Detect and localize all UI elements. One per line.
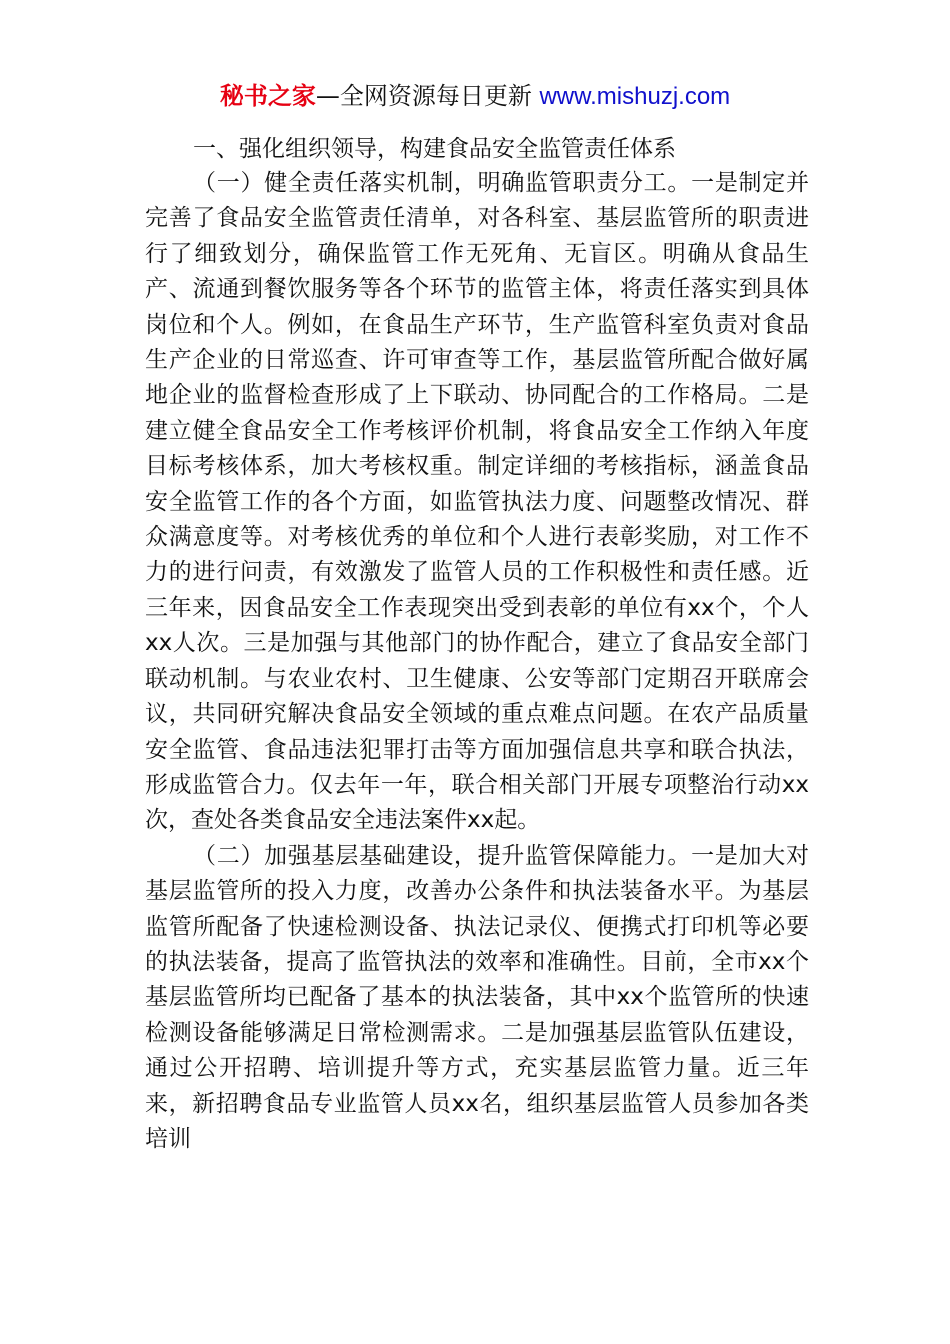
page-header — [0, 78, 950, 115]
section-heading: 一、强化组织领导，构建食品安全监管责任体系 — [193, 136, 676, 162]
site-url: www.mishuzj.com — [539, 83, 731, 110]
document-body — [145, 132, 809, 1157]
site-brand: 秘书之家 — [219, 82, 316, 110]
site-tagline: —全网资源每日更新 — [315, 82, 532, 110]
paragraph-2: （二）加强基层基础建设，提升监管保障能力。一是加大对基层监管所的投入力度，改善办公条件和执法装备水平。为基层监管所配备了快速检测设备、执法记录仪、便携式打印机等必要的执法装备，提高了监管执法的效率和准确性。目前，全市xx个基层监管所均已配备了基本的执法装备，其中xx个监管所的快速检测设备能够满足日常检测需求。二是加强基层监管队伍建设，通过公开招聘、培训提升等方式，充实基层监管力量。近三年来，新招聘食品专业监管人员xx名，组织基层监管人员参加各类培训 — [145, 842, 809, 1152]
paragraph-1: （一）健全责任落实机制，明确监管职责分工。一是制定并完善了食品安全监管责任清单，对各科室、基层监管所的职责进行了细致划分，确保监管工作无死角、无盲区。明确从食品生产、流通到餐饮服务等各个环节的监管主体，将责任落实到具体岗位和个人。例如，在食品生产环节，生产监管科室负责对食品生产企业的日常巡查、许可审查等工作，基层监管所配合做好属地企业的监督检查形成了上下联动、协同配合的工作格局。二是建立健全食品安全工作考核评价机制，将食品安全工作纳入年度目标考核体系，加大考核权重。制定详细的考核指标，涵盖食品安全监管工作的各个方面，如监管执法力度、问题整改情况、群众满意度等。对考核优秀的单位和个人进行表彰奖励，对工作不力的进行问责，有效激发了监管人员的工作积极性和责任感。近三年来，因食品安全工作表现突出受到表彰的单位有xx个，个人xx人次。三是加强与其他部门的协作配合，建立了食品安全部门联动机制。与农业农村、卫生健康、公安等部门定期召开联席会议，共同研究解决食品安全领域的重点难点问题。在农产品质量安全监管、食品违法犯罪打击等方面加强信息共享和联合执法，形成监管合力。仅去年一年，联合相关部门开展专项整治行动xx次，查处各类食品安全违法案件xx起。 — [145, 170, 809, 834]
